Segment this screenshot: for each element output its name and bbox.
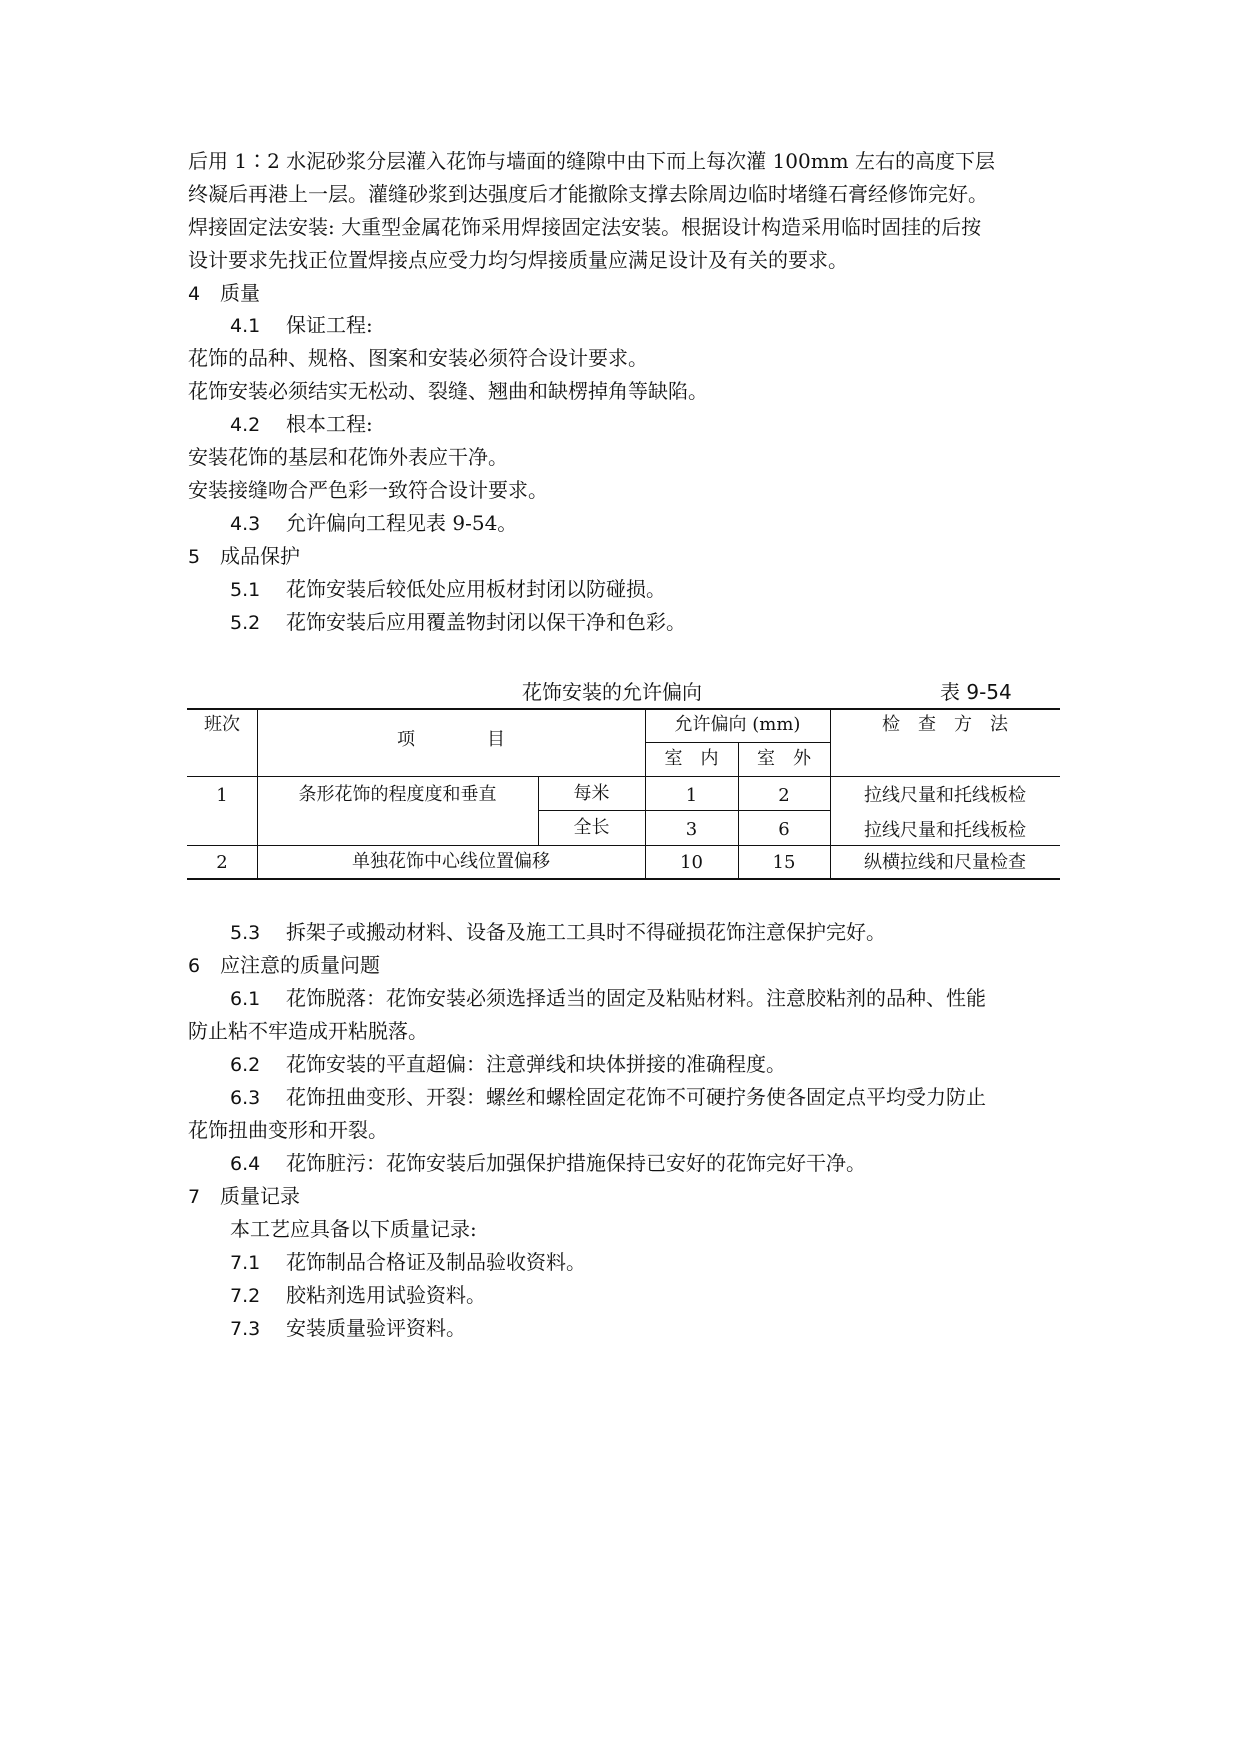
- subsection-6-2: [230, 1052, 786, 1077]
- cell-indoor: 3: [685, 819, 698, 840]
- section-number: 7: [188, 1186, 201, 1208]
- intro-line: 焊接固定法安装: 大重型金属花饰采用焊接固定法安装。根据设计构造采用临时固挂的后按: [188, 215, 982, 239]
- subsection-text: 花饰安装的平直超偏：注意弹线和块体拼接的准确程度。: [286, 1052, 786, 1076]
- subsection-number: 5.2: [230, 612, 261, 634]
- paragraph-line: 花饰扭曲变形和开裂。: [188, 1118, 388, 1142]
- subsection-text: 花饰脱落：花饰安装必须选择适当的固定及粘贴材料。注意胶粘剂的品种、性能: [286, 986, 986, 1010]
- subsection-number: 4.2: [230, 414, 261, 436]
- subsection-text: 保证工程:: [286, 313, 373, 337]
- subsection-4-3: [230, 511, 517, 536]
- row-item: 单独花饰中心线位置偏移: [352, 851, 550, 872]
- cell-outdoor: 6: [778, 819, 790, 840]
- row-no: 2: [216, 852, 228, 873]
- subsection-number: 6.3: [230, 1087, 261, 1109]
- paragraph-line: 本工艺应具备以下质量记录:: [230, 1217, 477, 1241]
- subsection-6-3: [230, 1085, 986, 1110]
- cell-indoor: 10: [680, 852, 703, 873]
- row-subitem: 全长: [573, 817, 610, 838]
- cell-outdoor: 15: [772, 852, 796, 873]
- table-title: 花饰安装的允许偏向: [522, 680, 702, 704]
- section-7-heading: [188, 1184, 300, 1209]
- col-header-item: 项 目: [397, 729, 505, 750]
- subsection-number: 6.4: [230, 1153, 261, 1175]
- table-rule: [538, 810, 830, 811]
- subsection-5-3: [230, 920, 886, 945]
- subsection-number: 4.3: [230, 513, 261, 535]
- section-5-heading: [188, 544, 300, 569]
- subsection-number: 7.3: [230, 1318, 261, 1340]
- subsection-5-2: [230, 610, 686, 635]
- subsection-text: 花饰脏污：花饰安装后加强保护措施保持已安好的花饰完好干净。: [286, 1151, 866, 1175]
- col-header-deviation: 允许偏向 (mm): [674, 714, 801, 735]
- cell-method: 拉线尺量和托线板检: [864, 820, 1026, 841]
- paragraph-line: 防止粘不牢造成开粘脱落。: [188, 1019, 428, 1043]
- col-header-indoor: 室 内: [664, 748, 719, 769]
- subsection-text: 花饰制品合格证及制品验收资料。: [286, 1250, 586, 1274]
- section-title: 质量: [220, 281, 260, 305]
- subsection-text: 花饰扭曲变形、开裂：螺丝和螺栓固定花饰不可硬拧务使各固定点平均受力防止: [286, 1085, 986, 1109]
- subsection-number: 4.1: [230, 315, 261, 337]
- subsection-4-1: [230, 313, 373, 338]
- row-item: 条形花饰的程度度和垂直: [298, 784, 497, 805]
- col-header-outdoor: 室 外: [757, 748, 811, 769]
- cell-indoor: 1: [685, 785, 698, 806]
- section-title: 应注意的质量问题: [220, 953, 380, 977]
- subsection-text: 花饰安装后较低处应用板材封闭以防碰损。: [286, 577, 666, 601]
- section-number: 4: [188, 283, 201, 305]
- subsection-4-2: [230, 412, 373, 437]
- subsection-number: 6.2: [230, 1054, 261, 1076]
- row-no: 1: [216, 785, 228, 806]
- section-number: 6: [188, 955, 201, 977]
- paragraph-line: 花饰安装必须结实无松动、裂缝、翘曲和缺楞掉角等缺陷。: [188, 379, 708, 403]
- paragraph-line: 安装接缝吻合严色彩一致符合设计要求。: [188, 478, 548, 502]
- section-title: 质量记录: [220, 1184, 300, 1208]
- paragraph-line: 安装花饰的基层和花饰外表应干净。: [188, 445, 508, 469]
- intro-line: 终凝后再港上一层。灌缝砂浆到达强度后才能撤除支撑去除周边临时堵缝石膏经修饰完好。: [188, 182, 988, 206]
- cell-method: 纵横拉线和尺量检查: [864, 852, 1026, 873]
- subsection-7-2: [230, 1283, 486, 1308]
- col-header-method: 检 查 方 法: [882, 714, 1008, 735]
- paragraph-line: 花饰的品种、规格、图案和安装必须符合设计要求。: [188, 346, 648, 370]
- subsection-text: 胶粘剂选用试验资料。: [286, 1283, 486, 1307]
- table-rule: [187, 776, 1060, 777]
- section-number: 5: [188, 546, 201, 568]
- subsection-text: 拆架子或搬动材料、设备及施工工具时不得碰损花饰注意保护完好。: [286, 920, 886, 944]
- subsection-number: 7.1: [230, 1252, 261, 1274]
- section-title: 成品保护: [220, 544, 300, 568]
- table-rule-bottom: [187, 878, 1060, 880]
- subsection-text: 安装质量验评资料。: [286, 1316, 466, 1340]
- cell-method: 拉线尺量和托线板检: [864, 785, 1026, 806]
- section-4-heading: [188, 281, 260, 306]
- section-6-heading: [188, 953, 380, 978]
- subsection-number: 5.1: [230, 579, 261, 601]
- table-ref: 表 9-54: [940, 680, 1012, 704]
- subsection-7-1: [230, 1250, 586, 1275]
- table-rule: [187, 845, 1060, 846]
- intro-line: 后用 1∶2 水泥砂浆分层灌入花饰与墙面的缝隙中由下而上每次灌 100mm 左右的高度下层: [188, 149, 995, 173]
- subsection-number: 7.2: [230, 1285, 261, 1307]
- subsection-7-3: [230, 1316, 466, 1341]
- intro-line: 设计要求先找正位置焊接点应受力均匀焊接质量应满足设计及有关的要求。: [188, 248, 848, 272]
- subsection-text: 根本工程:: [286, 412, 373, 436]
- subsection-text: 花饰安装后应用覆盖物封闭以保干净和色彩。: [286, 610, 686, 634]
- subsection-text: 允许偏向工程见表 9-54。: [286, 511, 518, 535]
- col-header-no: 班次: [204, 714, 240, 735]
- subsection-6-1: [230, 986, 986, 1011]
- cell-outdoor: 2: [778, 785, 790, 806]
- table-rule-top: [187, 708, 1060, 710]
- subsection-5-1: [230, 577, 666, 602]
- subsection-6-4: [230, 1151, 866, 1176]
- subsection-number: 6.1: [230, 988, 261, 1010]
- row-subitem: 每米: [573, 783, 610, 804]
- subsection-number: 5.3: [230, 922, 261, 944]
